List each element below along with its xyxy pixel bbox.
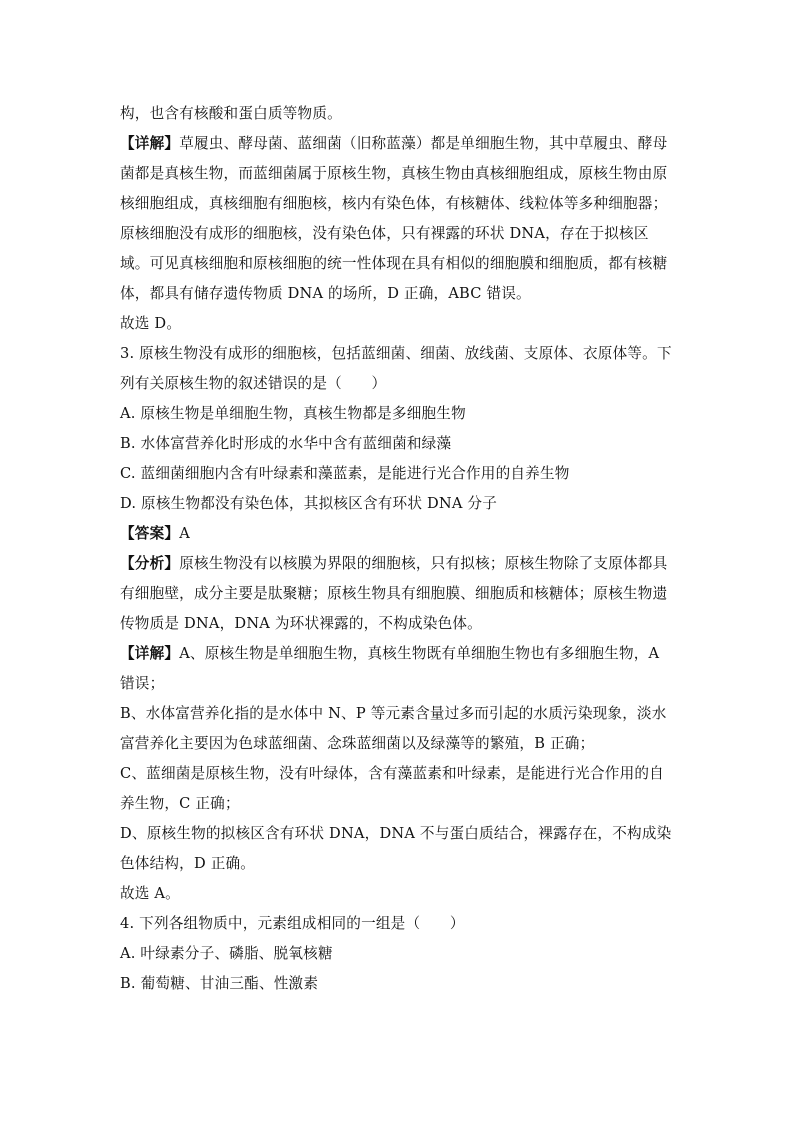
detail-explanation-2 xyxy=(120,639,676,699)
document-content xyxy=(120,99,676,999)
answer-tag: 【答案】 xyxy=(120,525,180,542)
conclusion-2: 故选 A。 xyxy=(120,885,180,902)
analysis-paragraph xyxy=(120,549,676,639)
question-3-option-b: B. 水体富营养化时形成的水华中含有蓝细菌和绿藻 xyxy=(120,435,452,452)
question-4-option-b: B. 葡萄糖、甘油三酯、性激素 xyxy=(120,975,319,992)
detail-item-c: C、蓝细菌是原核生物，没有叶绿体，含有藻蓝素和叶绿素，是能进行光合作用的自养生物，C 正确； xyxy=(120,765,664,812)
question-4-option-a: A. 叶绿素分子、磷脂、脱氧核糖 xyxy=(120,945,333,962)
detail-tag-2: 【详解】 xyxy=(120,645,180,662)
answer-value: A xyxy=(179,525,190,542)
detail-item-d: D、原核生物的拟核区含有环状 DNA，DNA 不与蛋白质结合，裸露存在，不构成染色体结构，D 正确。 xyxy=(120,825,672,872)
analysis-text: 原核生物没有以核膜为界限的细胞核，只有拟核；原核生物除了支原体都具有细胞壁，成分主要是肽聚糖；原核生物具有细胞膜、细胞质和核糖体；原核生物遗传物质是 DNA，DNA 为环状裸露的，不构成染色体。 xyxy=(120,555,668,632)
detail-explanation-1 xyxy=(120,129,676,309)
analysis-tag: 【分析】 xyxy=(120,555,180,572)
detail-item-b: B、水体富营养化指的是水体中 N、P 等元素含量过多而引起的水质污染现象，淡水富营养化主要因为色球蓝细菌、念珠蓝细菌以及绿藻等的繁殖，B 正确； xyxy=(120,705,667,752)
answer-line xyxy=(120,519,676,549)
question-3-option-c: C. 蓝细菌细胞内含有叶绿素和藻蓝素，是能进行光合作用的自养生物 xyxy=(120,465,570,482)
question-3-option-d: D. 原核生物都没有染色体，其拟核区含有环状 DNA 分子 xyxy=(120,495,498,512)
question-4: 4. 下列各组物质中，元素组成相同的一组是（ ） xyxy=(120,915,465,932)
detail-tag: 【详解】 xyxy=(120,135,180,152)
conclusion-1: 故选 D。 xyxy=(120,315,182,332)
paragraph-continuation: 构，也含有核酸和蛋白质等物质。 xyxy=(120,105,342,122)
detail-item-a: A、原核生物是单细胞生物，真核生物既有单细胞生物也有多细胞生物，A 错误； xyxy=(120,645,660,692)
question-3-option-a: A. 原核生物是单细胞生物，真核生物都是多细胞生物 xyxy=(120,405,466,422)
detail-text: 草履虫、酵母菌、蓝细菌（旧称蓝藻）都是单细胞生物，其中草履虫、酵母菌都是真核生物，而蓝细菌属于原核生物，真核生物由真核细胞组成，原核生物由原核细胞组成，真核细胞有细胞核，核内有染色体，有核糖体、线粒体等多种细胞器；原核细胞没有成形的细胞核，没有染色体，只有裸露的环状 DNA，存在于拟核区域。可见真核细胞和原核细胞的统一性体现在具有相似的细胞膜和细胞质，都有核糖体，都具有储存遗传物质 DNA 的场所，D 正确，ABC 错误。 xyxy=(120,135,668,302)
question-3: 3. 原核生物没有成形的细胞核，包括蓝细菌、细菌、放线菌、支原体、衣原体等。下列有关原核生物的叙述错误的是（ ） xyxy=(120,345,672,392)
